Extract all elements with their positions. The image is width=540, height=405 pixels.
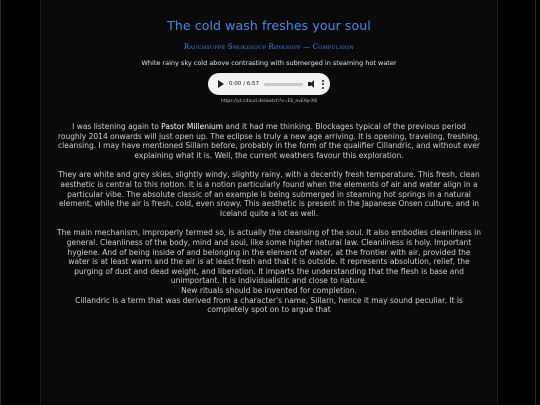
audio-player-wrapper <box>41 73 497 95</box>
article-body <box>41 122 497 315</box>
paragraph-3: The main mechanism, improperly termed so, is actually the cleansing of the soul. It also embodies cleanliness in general. Cleanliness of the body, mind and soul, like some higher natural law. Cleanliness is holy. Important hygiene. And of being inside of and belonging in the element of water, at the frontier with air, provided the water is at least warm and the air is at least fresh and that it is outside. It represents absolution, relief, the purging of dust and dead weight, and liberation. It imparts the understanding that the flesh is base and unimportant. It is individualistic and close to nature. New rituals should be invented for completion. Cillandric is a term that was derived from a character's name, Sillarn, hence it may sound peculiar. It is completely spot on to argue that <box>57 228 481 315</box>
time-display: 0:00 / 6:57 <box>229 81 260 87</box>
page-title: The cold wash freshes your soul <box>167 18 371 33</box>
volume-icon[interactable] <box>308 80 316 88</box>
highlight-link[interactable]: Pastor Millenium <box>161 122 224 131</box>
play-icon[interactable] <box>218 80 224 88</box>
more-vert-icon[interactable] <box>321 80 324 89</box>
page-subtitle: Rauchsuppe Smokesoup Røyksopp — Compulsion <box>183 43 355 51</box>
paragraph-2: They are white and grey skies, slightly windy, slightly rainy, with a decently fresh temperature. This fresh, clean aesthetic is central to this notion. It is a notion particularly found when the elements of air and water align in a particular vibe. The absolute classic of an example is being submerged in steaming hot springs in a natural element, while the air is fresh, cold, even snowy. This aesthetic is present in the Japanese Onsen culture, and in Iceland quite a lot as well. <box>58 170 480 218</box>
source-link[interactable]: https://yt.cdaud.de/watch?v=Ek_evEAp-X8 <box>221 99 317 104</box>
seek-bar[interactable] <box>264 83 303 86</box>
paragraph-1: I was listening again to Pastor Millenium and it had me thinking. Blockages typical of the previous period roughly 2014 onwards will just open up. The eclipse is truly a new age arriving. It is opening, traveling, freshing, cleansing. I may have mentioned Sillarn before, probably in the form of the qualifier Cillandric, and without ever explaining what it is. Well, the current weathers favour this exploration. <box>57 122 481 160</box>
audio-player[interactable] <box>208 73 330 95</box>
page-description: White rainy sky cold above contrasting with submerged in steaming hot water <box>141 59 397 67</box>
content-column <box>40 0 498 405</box>
